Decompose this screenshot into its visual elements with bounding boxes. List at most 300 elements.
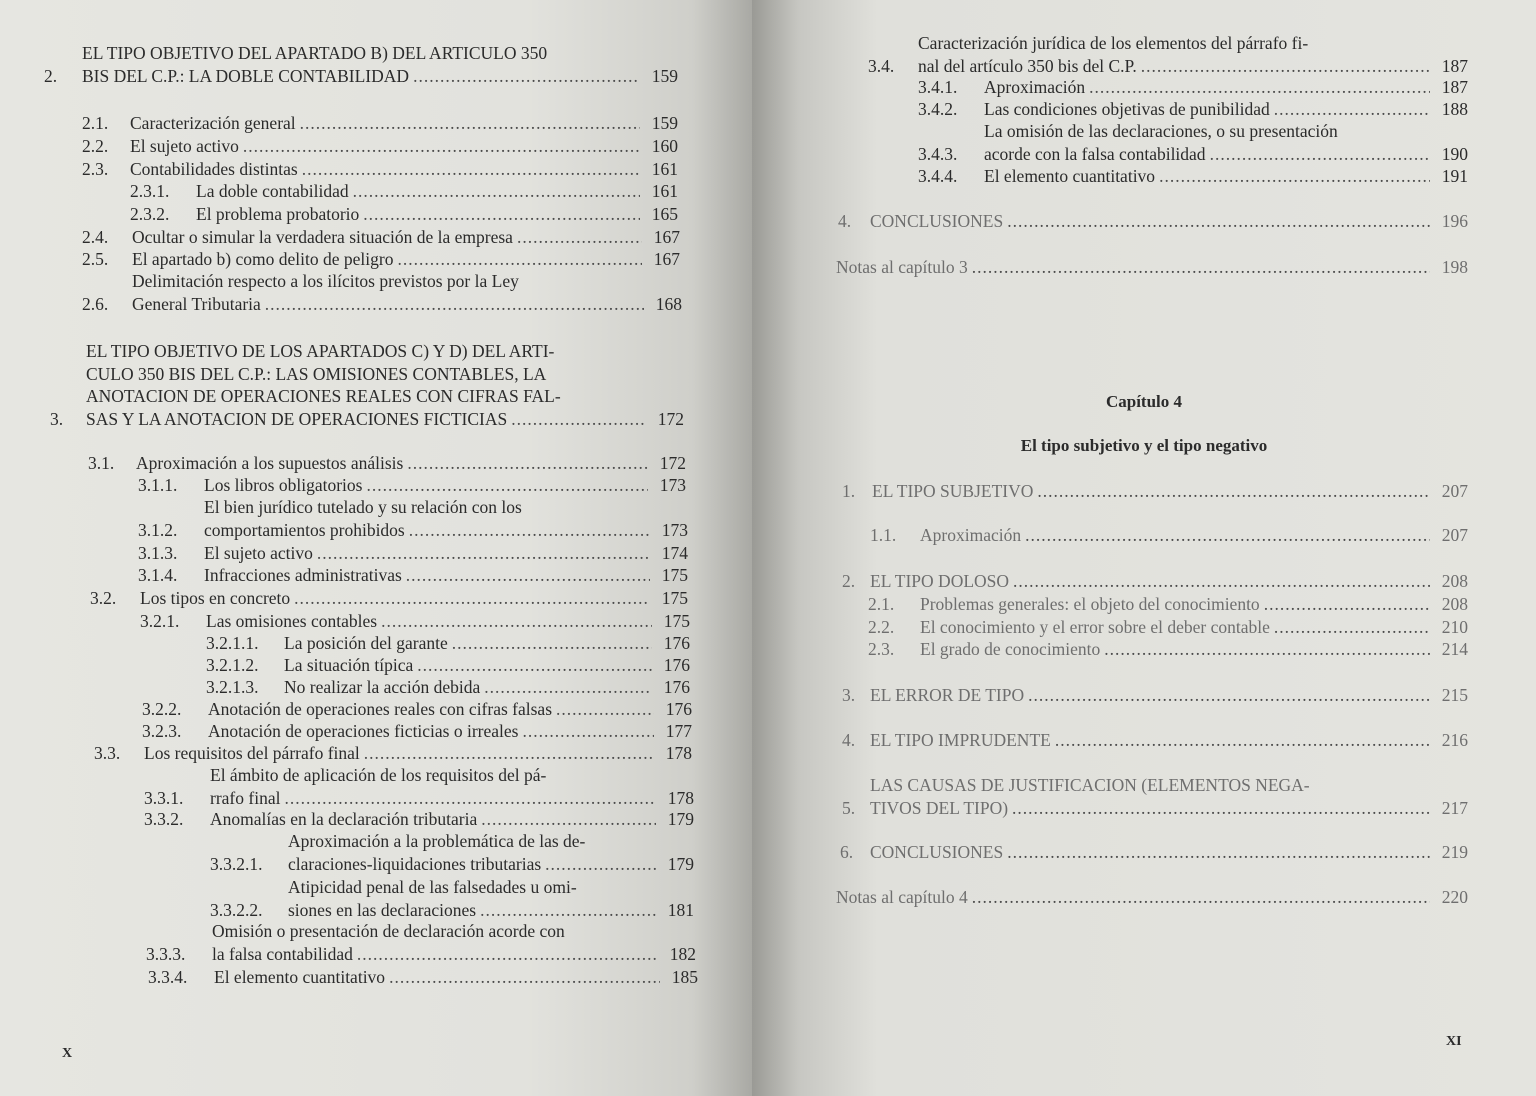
toc-entry-number: 3.2.3. <box>142 721 182 741</box>
toc-page-number: 176 <box>663 655 690 675</box>
toc-entry-row <box>138 496 688 541</box>
toc-entry-last-line <box>920 524 1434 547</box>
toc-entry-last-line <box>214 966 664 989</box>
toc-page-number: 176 <box>663 677 690 697</box>
toc-page-number: 160 <box>651 136 678 156</box>
toc-entry-number: 3.2.1.2. <box>206 655 259 675</box>
toc-entry <box>142 698 692 721</box>
toc-entry-number: 2.6. <box>82 293 109 314</box>
toc-entry-row <box>82 270 682 315</box>
toc-entry-last-line <box>204 474 652 497</box>
toc-entry-last-line <box>870 570 1434 593</box>
toc-dot-leader <box>1104 638 1430 661</box>
toc-entry-last-line <box>196 203 644 226</box>
toc-entry-number: 3.2. <box>90 588 117 608</box>
toc-entry-last-line <box>284 654 656 677</box>
toc-entry-number: 3.1. <box>88 453 115 473</box>
toc-page-number: 182 <box>669 943 696 964</box>
toc-entry-text-block <box>204 474 652 497</box>
toc-dot-leader <box>1012 797 1430 820</box>
toc-dot-leader <box>1007 210 1430 233</box>
toc-entry-number: 3. <box>50 408 64 429</box>
toc-page-number: 165 <box>651 204 678 224</box>
toc-entry-title: Aproximación a los supuestos análisis <box>136 453 404 473</box>
toc-entry-line: EL TIPO OBJETIVO DEL APARTADO B) DEL ARTICULO 350 <box>82 43 548 63</box>
toc-entry-title: Caracterización general <box>130 113 296 133</box>
toc-entry-number: 2.3. <box>868 639 895 659</box>
toc-entry-text-block <box>130 158 644 181</box>
toc-entry-last-line <box>984 98 1434 121</box>
toc-entry-number: 2. <box>842 571 856 591</box>
toc-entry-last-line <box>208 698 658 721</box>
toc-entry-last-line <box>132 226 646 249</box>
toc-dot-leader <box>363 203 640 226</box>
toc-entry-title: Contabilidades distintas <box>130 159 298 179</box>
toc-entry-title-end: claraciones-liquidaciones tributarias <box>288 853 542 874</box>
toc-entry-title: Anotación de operaciones reales con cifras falsas <box>208 699 553 719</box>
toc-entry-last-line <box>212 943 662 966</box>
toc-entry-text-block <box>984 165 1434 188</box>
toc-entry-line: Delimitación respecto a los ilícitos previstos por la Ley <box>132 271 519 291</box>
toc-entry-title-end: comportamientos prohibidos <box>204 519 405 540</box>
toc-entry-number: 3.1.3. <box>138 543 178 563</box>
toc-entry-title-end: nal del artículo 350 bis del C.P. <box>918 55 1137 76</box>
chapter-label: Capítulo 4 <box>1105 392 1183 411</box>
toc-entry-title: Anomalías en la declaración tributaria <box>210 809 478 829</box>
toc-entry-title: Ocultar o simular la verdadera situación de la empresa <box>132 227 513 247</box>
toc-entry-text-block <box>204 564 654 587</box>
toc-dot-leader <box>265 293 644 316</box>
toc-entry-number: 2.1. <box>82 113 109 133</box>
toc-entry-title: Los libros obligatorios <box>204 475 363 495</box>
toc-entry-text-block <box>206 610 656 633</box>
toc-entry-text-block <box>86 340 650 430</box>
toc-entry-title: Las omisiones contables <box>206 611 378 631</box>
toc-page-number: 175 <box>661 588 688 608</box>
toc-dot-leader <box>302 158 640 181</box>
toc-entry-number: 3.4. <box>868 55 895 76</box>
toc-page-number: 177 <box>665 721 692 741</box>
toc-page-number: 187 <box>1441 55 1468 76</box>
toc-entry <box>142 720 692 743</box>
toc-entry-text-block <box>984 98 1434 121</box>
toc-entry-text-block <box>284 676 656 699</box>
toc-page-number: 190 <box>1441 143 1468 164</box>
toc-entry-row <box>868 638 1468 661</box>
toc-entry-text-block <box>140 587 654 610</box>
toc-entry-number: 2.4. <box>82 227 109 247</box>
toc-entry-last-line <box>130 112 644 135</box>
toc-entry-text-block <box>130 135 644 158</box>
toc-entry-row <box>842 684 1468 707</box>
toc-dot-leader <box>1274 98 1430 121</box>
toc-entry-text-block <box>836 256 1434 279</box>
toc-entry-line: La omisión de las declaraciones, o su presentación <box>984 121 1338 141</box>
toc-entry <box>868 638 1468 661</box>
toc-entry-number: 3.1.2. <box>138 519 178 540</box>
toc-entry <box>870 524 1468 547</box>
toc-entry <box>918 76 1468 99</box>
toc-entry-last-line <box>872 480 1434 503</box>
toc-entry-last-line <box>870 841 1434 864</box>
toc-entry <box>90 587 688 610</box>
toc-entry-text-block <box>870 774 1434 819</box>
right-page <box>752 0 1536 1096</box>
toc-entry-row <box>206 654 690 677</box>
toc-entry-number: 3.3.4. <box>148 967 188 987</box>
toc-entry-last-line <box>984 165 1434 188</box>
toc-entry-row <box>138 474 686 497</box>
toc-entry-title: Los tipos en concreto <box>140 588 291 608</box>
toc-entry-last-line <box>870 729 1434 752</box>
toc-entry-last-line <box>132 293 648 316</box>
toc-dot-leader <box>284 787 656 810</box>
toc-entry-last-line <box>210 808 660 831</box>
toc-entry-text-block <box>136 452 652 475</box>
toc-page-number: 168 <box>655 293 682 314</box>
toc-entry-last-line <box>836 256 1434 279</box>
toc-entry <box>206 654 690 677</box>
toc-entry-row <box>94 742 692 765</box>
toc-entry-row <box>148 966 698 989</box>
toc-entry-last-line <box>82 65 644 88</box>
toc-entry-text-block <box>870 729 1434 752</box>
toc-entry-row <box>146 920 696 965</box>
toc-entry-number: 2.1. <box>868 594 895 614</box>
toc-page-number: 161 <box>651 181 678 201</box>
toc-entry <box>144 808 694 831</box>
toc-dot-leader <box>397 248 642 271</box>
toc-entry-text-block <box>130 112 644 135</box>
toc-entry-row <box>836 886 1468 909</box>
toc-entry-title: El sujeto activo <box>204 543 313 563</box>
toc-page-number: 198 <box>1441 257 1468 277</box>
left-page <box>0 0 752 1096</box>
toc-page-number: 179 <box>667 853 694 874</box>
toc-entry-text-block <box>984 120 1434 165</box>
toc-entry-row <box>842 480 1468 503</box>
toc-entry-number: 3.1.1. <box>138 475 178 495</box>
toc-entry-last-line <box>196 180 644 203</box>
toc-entry-row <box>142 720 692 743</box>
toc-dot-leader <box>317 542 650 565</box>
toc-dot-leader <box>1028 684 1430 707</box>
toc-entry-text-block <box>288 830 660 875</box>
toc-entry <box>82 135 678 158</box>
toc-entry <box>144 764 694 809</box>
toc-entry-last-line <box>870 684 1434 707</box>
toc-entry-row <box>918 98 1468 121</box>
toc-entry-last-line <box>284 632 656 655</box>
toc-page-number: 220 <box>1441 887 1468 907</box>
toc-entry-row <box>870 524 1468 547</box>
toc-dot-leader <box>1025 524 1430 547</box>
toc-page-number: 175 <box>663 611 690 631</box>
toc-entry-last-line <box>984 143 1434 166</box>
toc-entry-number: 3.3.2.2. <box>210 899 263 920</box>
toc-entry <box>88 452 686 475</box>
toc-entry-title: El elemento cuantitativo <box>984 166 1156 186</box>
toc-entry-number: 4. <box>838 211 852 231</box>
toc-entry-row <box>82 226 680 249</box>
toc-entry-title-end: General Tributaria <box>132 293 261 314</box>
toc-entry <box>82 226 680 249</box>
toc-entry-title: Notas al capítulo 4 <box>836 887 968 907</box>
toc-entry-title: El grado de conocimiento <box>920 639 1101 659</box>
toc-entry-row <box>868 616 1468 639</box>
toc-entry-last-line <box>210 787 660 810</box>
toc-entry-text-block <box>144 742 658 765</box>
toc-page-number: 215 <box>1441 685 1468 705</box>
toc-page-number: 188 <box>1441 99 1468 119</box>
toc-entry <box>94 742 692 765</box>
toc-entry-title-end: siones en las declaraciones <box>288 899 477 920</box>
toc-entry <box>868 32 1468 77</box>
toc-entry <box>82 270 682 315</box>
toc-dot-leader <box>409 519 650 542</box>
toc-entry-title: El elemento cuantitativo <box>214 967 386 987</box>
toc-entry <box>868 616 1468 639</box>
toc-entry-title-end: BIS DEL C.P.: LA DOBLE CONTABILIDAD <box>82 65 410 86</box>
toc-dot-leader <box>972 886 1430 909</box>
toc-entry-number: 2.5. <box>82 249 109 269</box>
toc-entry-row <box>130 180 678 203</box>
toc-entry-number: 3.4.4. <box>918 166 958 186</box>
toc-page-number: 172 <box>659 453 686 473</box>
toc-dot-leader <box>545 853 656 876</box>
toc-page-number: 214 <box>1441 639 1468 659</box>
toc-entry-row <box>88 452 686 475</box>
toc-entry-text-block <box>132 226 646 249</box>
toc-entry-row <box>840 841 1468 864</box>
toc-entry-line: ANOTACION DE OPERACIONES REALES CON CIFRAS FAL- <box>86 386 561 406</box>
toc-entry-last-line <box>204 542 654 565</box>
toc-entry-text-block <box>208 720 658 743</box>
toc-entry-text-block <box>288 876 660 921</box>
toc-dot-leader <box>357 943 658 966</box>
toc-entry <box>918 98 1468 121</box>
toc-page-number: 185 <box>671 967 698 987</box>
toc-entry-line: LAS CAUSAS DE JUSTIFICACION (ELEMENTOS NEGA- <box>870 775 1310 795</box>
toc-page-number: 173 <box>661 519 688 540</box>
toc-entry <box>918 165 1468 188</box>
toc-entry-text-block <box>204 496 654 541</box>
toc-dot-leader <box>523 720 655 743</box>
toc-entry <box>148 966 698 989</box>
toc-entry-number: 2.3.2. <box>130 204 170 224</box>
toc-entry-line: Aproximación a la problemática de las de- <box>288 831 586 851</box>
toc-dot-leader <box>389 966 660 989</box>
toc-page-number: 161 <box>651 159 678 179</box>
toc-entry-number: 2.3. <box>82 159 109 179</box>
toc-entry-last-line <box>920 638 1434 661</box>
toc-page-number: 208 <box>1441 594 1468 614</box>
toc-page-number: 216 <box>1441 730 1468 750</box>
toc-entry <box>842 480 1468 503</box>
toc-entry <box>840 841 1468 864</box>
toc-dot-leader <box>1274 616 1430 639</box>
toc-entry-title: Las condiciones objetivas de punibilidad <box>984 99 1270 119</box>
toc-entry-text-block <box>918 32 1434 77</box>
toc-entry-title: El problema probatorio <box>196 204 360 224</box>
toc-entry-text-block <box>132 248 646 271</box>
toc-entry-text-block <box>132 270 648 315</box>
toc-entry-title: CONCLUSIONES <box>870 842 1004 862</box>
toc-dot-leader <box>406 564 650 587</box>
toc-entry-row <box>842 774 1468 819</box>
toc-entry-number: 3.3. <box>94 743 121 763</box>
toc-entry-title: El apartado b) como delito de peligro <box>132 249 394 269</box>
toc-entry-title: La situación típica <box>284 655 414 675</box>
toc-entry-text-block <box>210 808 660 831</box>
toc-entry-last-line <box>136 452 652 475</box>
toc-entry-number: 1.1. <box>870 525 897 545</box>
toc-entry <box>138 542 688 565</box>
toc-entry-text-block <box>872 480 1434 503</box>
toc-entry-number: 3.2.1. <box>140 611 180 631</box>
toc-entry-last-line <box>920 616 1434 639</box>
toc-page-number: 187 <box>1441 77 1468 97</box>
toc-entry <box>842 570 1468 593</box>
toc-entry-title-end: acorde con la falsa contabilidad <box>984 143 1206 164</box>
toc-page-number: 176 <box>663 633 690 653</box>
toc-entry-text-block <box>920 593 1434 616</box>
toc-entry-number: 3.2.1.3. <box>206 677 259 697</box>
toc-page-number: 176 <box>665 699 692 719</box>
toc-entry-last-line <box>984 76 1434 99</box>
toc-entry-title-end: SAS Y LA ANOTACION DE OPERACIONES FICTICIAS <box>86 408 508 429</box>
toc-entry-last-line <box>836 886 1434 909</box>
toc-entry <box>82 248 680 271</box>
toc-entry-line: EL TIPO OBJETIVO DE LOS APARTADOS C) Y D) DEL ARTI- <box>86 341 555 361</box>
toc-entry-row <box>144 808 694 831</box>
toc-entry-text-block <box>920 616 1434 639</box>
toc-dot-leader <box>366 474 648 497</box>
toc-entry-number: 5. <box>842 797 856 818</box>
toc-entry-row <box>44 42 678 87</box>
toc-entry-text-block <box>920 524 1434 547</box>
toc-entry-last-line <box>140 587 654 610</box>
toc-page-number: 207 <box>1441 525 1468 545</box>
toc-entry-row <box>140 610 690 633</box>
toc-entry-title: CONCLUSIONES <box>870 211 1004 231</box>
toc-entry-last-line <box>288 853 660 876</box>
toc-entry-title: Aproximación <box>920 525 1022 545</box>
toc-entry-row <box>82 158 678 181</box>
toc-entry-text-block <box>870 841 1434 864</box>
toc-entry-last-line <box>204 519 654 542</box>
toc-dot-leader <box>1055 729 1430 752</box>
toc-dot-leader <box>517 226 642 249</box>
toc-entry <box>138 564 688 587</box>
toc-entry-number: 3.4.2. <box>918 99 958 119</box>
toc-dot-leader <box>1007 841 1430 864</box>
toc-entry <box>138 474 686 497</box>
toc-entry-line: El ámbito de aplicación de los requisitos del pá- <box>210 765 547 785</box>
toc-entry-title: EL TIPO SUBJETIVO <box>872 481 1034 501</box>
toc-entry <box>838 210 1468 233</box>
toc-entry-title: El sujeto activo <box>130 136 239 156</box>
toc-entry <box>206 632 690 655</box>
toc-entry-row <box>210 830 694 875</box>
toc-entry <box>836 886 1468 909</box>
toc-dot-leader <box>511 408 646 431</box>
toc-entry <box>130 203 678 226</box>
toc-entry-number: 3.3.2. <box>144 809 184 829</box>
toc-entry-title: EL ERROR DE TIPO <box>870 685 1025 705</box>
toc-entry <box>210 876 694 921</box>
toc-entry-last-line <box>206 610 656 633</box>
toc-entry-number: 1. <box>842 481 856 501</box>
toc-entry-row <box>842 729 1468 752</box>
toc-entry-row <box>138 564 688 587</box>
toc-entry-title: Problemas generales: el objeto del conocimiento <box>920 594 1260 614</box>
toc-entry-title-end: rrafo final <box>210 787 281 808</box>
toc-dot-leader <box>1141 55 1430 78</box>
toc-entry <box>44 42 678 87</box>
toc-entry-text-block <box>204 542 654 565</box>
toc-entry-row <box>50 340 684 430</box>
toc-page-number: 178 <box>667 787 694 808</box>
toc-entry-line: Atipicidad penal de las falsedades u omi- <box>288 877 577 897</box>
toc-entry-row <box>142 698 692 721</box>
toc-entry-number: 2.3.1. <box>130 181 170 201</box>
toc-entry <box>842 774 1468 819</box>
toc-entry-row <box>918 165 1468 188</box>
toc-entry-text-block <box>984 76 1434 99</box>
toc-entry-title: La doble contabilidad <box>196 181 349 201</box>
toc-dot-leader <box>381 610 652 633</box>
page-folio-left: X <box>62 1046 73 1061</box>
toc-dot-leader <box>1159 165 1430 188</box>
toc-entry-number: 3.3.3. <box>146 943 186 964</box>
toc-dot-leader <box>481 808 656 831</box>
toc-entry-text-block <box>284 632 656 655</box>
toc-page-number: 167 <box>653 227 680 247</box>
toc-entry <box>210 830 694 875</box>
toc-entry-text-block <box>870 684 1434 707</box>
toc-entry-row <box>868 593 1468 616</box>
toc-entry-number: 4. <box>842 730 856 750</box>
toc-dot-leader <box>353 180 640 203</box>
toc-entry-number: 3.4.3. <box>918 143 958 164</box>
toc-entry-title: Infracciones administrativas <box>204 565 402 585</box>
chapter-title: El tipo subjetivo y el tipo negativo <box>1020 436 1268 455</box>
toc-entry-last-line <box>920 593 1434 616</box>
toc-dot-leader <box>413 65 640 88</box>
toc-entry-text-block <box>208 698 658 721</box>
toc-entry-number: 3.2.2. <box>142 699 182 719</box>
toc-entry-text-block <box>214 966 664 989</box>
toc-entry-number: 2.2. <box>82 136 109 156</box>
toc-page-number: 217 <box>1441 797 1468 818</box>
toc-entry-title: La posición del garante <box>284 633 448 653</box>
toc-entry-last-line <box>204 564 654 587</box>
toc-entry-title-end: TIVOS DEL TIPO) <box>870 797 1009 818</box>
toc-entry-line: CULO 350 BIS DEL C.P.: LAS OMISIONES CONTABLES, LA <box>86 363 547 384</box>
page-folio-right: XI <box>1446 1034 1462 1049</box>
toc-dot-leader <box>1264 593 1430 616</box>
toc-dot-leader <box>243 135 640 158</box>
toc-dot-leader <box>480 899 656 922</box>
toc-page-number: 179 <box>667 809 694 829</box>
toc-entry <box>82 158 678 181</box>
toc-entry-last-line <box>132 248 646 271</box>
toc-entry-last-line <box>130 135 644 158</box>
toc-entry-row <box>90 587 688 610</box>
toc-page-number: 172 <box>657 408 684 429</box>
toc-entry-number: 3.2.1.1. <box>206 633 259 653</box>
